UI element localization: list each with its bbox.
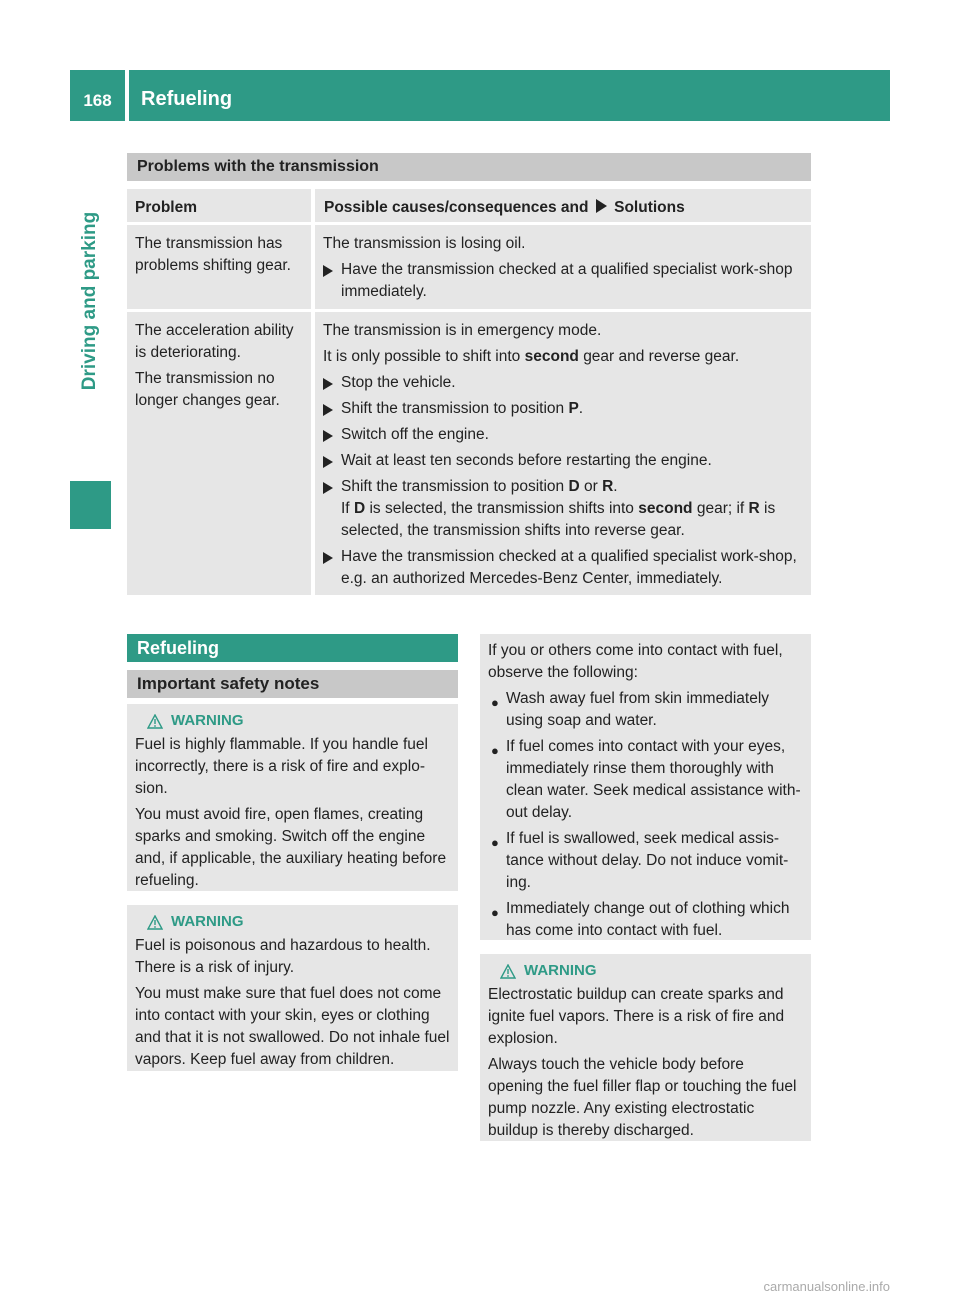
arrow-icon [323,378,333,390]
arrow-icon [323,482,333,494]
bullet-icon: ● [491,695,499,710]
column-header-solutions-text: Solutions [614,199,685,216]
list-item: ● Immediately change out of clothing which has come into contact with fuel. [491,900,790,939]
solution-step: Shift the transmission to position P. [323,398,803,420]
warning-box [480,954,811,1141]
solution-step: Shift the transmission to position D or R. If D is selected, the transmission shifts into second gear; if R is selected, the transmission shifts into reverse gear. [323,476,803,542]
solution-step: Wait at least ten seconds before restarting the engine. [323,450,803,472]
watermark: carmanualsonline.info [763,1279,890,1294]
warning-triangle-icon [500,964,516,979]
column-header-text: Possible causes/consequences and [324,199,589,216]
table-row-problem [127,312,311,595]
problem-text: The acceleration ability is deteriorating. [135,322,294,361]
column-header-solutions [315,189,811,222]
warning-label: WARNING [524,962,597,979]
table-row-solution [315,225,811,309]
problem-text: The transmission no longer changes gear. [135,370,280,409]
warning-text: Always touch the vehicle body before opening the fuel filler flap or touching the fuel pump nozzle. Any existing electrostatic buildup is thereby discharged. [488,1056,797,1139]
arrow-icon [323,404,333,416]
table-title: Problems with the transmission [127,153,811,181]
warning-triangle-icon [147,714,163,729]
warning-label: WARNING [171,913,244,930]
section-heading: Refueling [127,634,458,662]
cause-text: It is only possible to shift into second gear and reverse gear. [323,348,740,365]
solution-step: Switch off the engine. [323,424,803,446]
page-header-title: Refueling [129,70,890,121]
warning-text: Fuel is poisonous and hazardous to health. There is a risk of injury. [135,937,431,976]
arrow-icon [323,430,333,442]
warning-triangle-icon [147,915,163,930]
list-item: ● If fuel is swallowed, seek medical assis-tance without delay. Do not induce vomit-ing. [491,830,789,891]
warning-box [127,905,458,1071]
warning-text: You must avoid fire, open flames, creating sparks and smoking. Switch off the engine and, if applicable, the auxiliary heating before refueling. [135,806,447,889]
solution-step: Stop the vehicle. [323,372,803,394]
warning-text: Fuel is highly flammable. If you handle fuel incorrectly, there is a risk of fire and explo-sion. [135,736,428,797]
warning-text: You must make sure that fuel does not come into contact with your skin, eyes or clothing and that it is not swallowed. Do not inhale fuel vapors. Keep fuel away from children. [135,985,450,1068]
warning-header [500,960,803,982]
column-header-problem: Problem [127,189,311,222]
list-item: ● If fuel comes into contact with your eyes, immediately rinse them thoroughly with clean water. Seek medical assistance with-out delay. [491,738,801,821]
problem-text: The transmission has problems shifting gear. [135,235,291,274]
warning-box [127,704,458,891]
bullet-icon: ● [491,835,499,850]
arrow-icon [323,265,333,277]
arrow-icon [596,199,607,213]
solution-step: Have the transmission checked at a qualified specialist work-shop, e.g. an authorized Mercedes-Benz Center, immediately. [323,546,803,590]
solution-step [323,259,803,303]
page-number: 168 [70,70,125,121]
warning-header [147,911,450,933]
warning-header [147,710,450,732]
fuel-contact-box [480,634,811,940]
arrow-icon [323,456,333,468]
step-text: Have the transmission checked at a qualified specialist work-shop immediately. [341,261,793,300]
side-tab-label: Driving and parking [79,211,101,391]
table-row-problem [127,225,311,309]
warning-text: Electrostatic buildup can create sparks and ignite fuel vapors. There is a risk of fire and explosion. [488,986,785,1047]
bullet-icon: ● [491,743,499,758]
subsection-heading: Important safety notes [127,670,458,698]
arrow-icon [323,552,333,564]
cause-text: The transmission is in emergency mode. [323,322,602,339]
intro-text: If you or others come into contact with fuel, observe the following: [488,642,783,681]
side-tab [70,121,111,481]
warning-label: WARNING [171,712,244,729]
table-row-solution [315,312,811,595]
list-item: ● Wash away fuel from skin immediately using soap and water. [491,690,770,729]
cause-text: The transmission is losing oil. [323,235,526,252]
bullet-icon: ● [491,905,499,920]
